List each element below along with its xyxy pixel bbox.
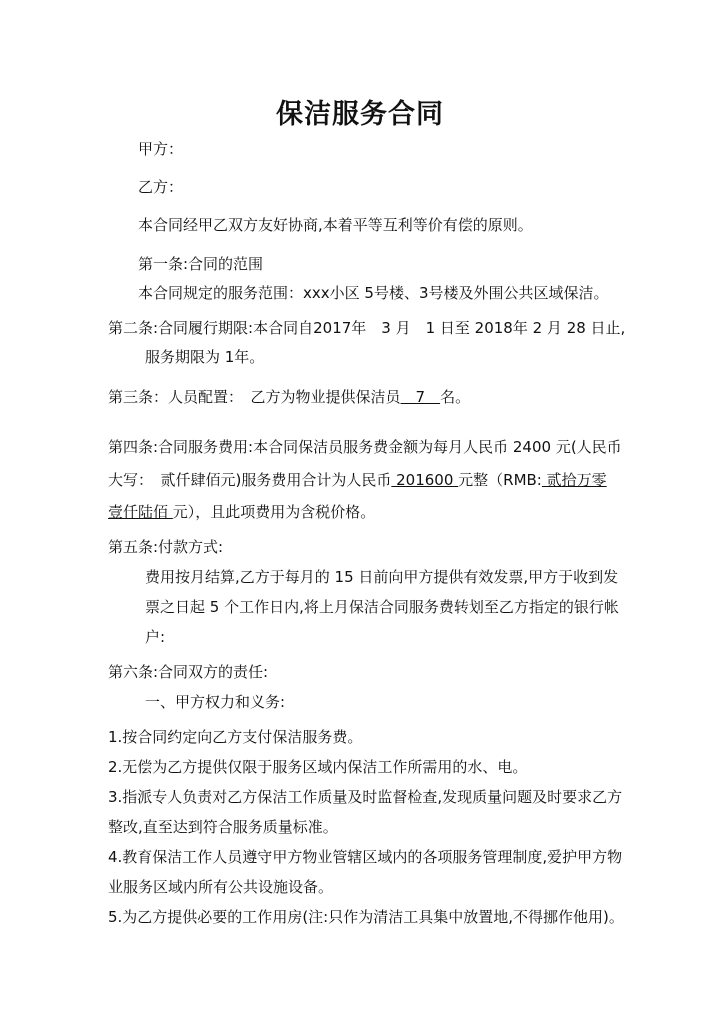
party-a-label: 甲方：: [138, 140, 184, 158]
list-item: 5.为乙方提供必要的工作用房(注:只作为清洁工具集中放置地,不得挪作他用)。: [108, 908, 624, 926]
list-item-continued: 业服务区域内所有公共设施设备。: [108, 878, 334, 896]
article-5-line-2: 票之日起 5 个工作日内,将上月保洁合同服务费转划至乙方指定的银行帐: [145, 598, 619, 616]
cleaner-count: 7: [400, 388, 441, 406]
article-5-line-3: 户:: [145, 628, 166, 646]
article-5-heading: 第五条:付款方式:: [108, 538, 224, 556]
total-fee-words-1: 贰拾万零: [541, 471, 607, 489]
article-3-suffix: 名。: [440, 388, 471, 406]
article-4-line-3: [108, 502, 375, 522]
article-4-mid: 元整（RMB:: [458, 471, 542, 489]
article-6-heading: 第六条:合同双方的责任:: [108, 663, 269, 681]
article-4-line-1: 第四条:合同服务费用:本合同保洁员服务费金额为每月人民币 2400 元(人民币: [108, 438, 622, 456]
list-item: 2.无偿为乙方提供仅限于服务区域内保洁工作所需用的水、电。: [108, 758, 528, 776]
list-item: 3.指派专人负责对乙方保洁工作质量及时监督检查,发现质量问题及时要求乙方: [108, 788, 623, 806]
party-b-label: 乙方：: [138, 178, 184, 196]
list-item-continued: 整改,直至达到符合服务质量标准。: [108, 818, 338, 836]
article-4-prefix: 大写： 贰仟肆佰元)服务费用合计为人民币: [108, 471, 392, 489]
article-2-line-1: 第二条:合同履行期限:本合同自2017年 3 月 1 日至 2018年 2 月 28 日止,: [108, 319, 626, 337]
article-4-line-2: [108, 470, 607, 490]
list-item: 1.按合同约定向乙方支付保洁服务费。: [108, 728, 363, 746]
article-2-line-2: 服务期限为 1年。: [145, 348, 265, 366]
document-title: 保洁服务合同: [276, 99, 444, 130]
article-1-body: 本合同规定的服务范围：xxx小区 5号楼、3号楼及外围公共区域保洁。: [138, 284, 609, 302]
total-fee-amount: 201600: [391, 471, 459, 489]
list-item: 4.教育保洁工作人员遵守甲方物业管辖区域内的各项服务管理制度,爱护甲方物: [108, 848, 623, 866]
article-6-subheading: 一、甲方权力和义务:: [145, 693, 286, 711]
total-fee-words-2: 壹仟陆佰: [108, 503, 173, 521]
article-3: [108, 387, 470, 407]
article-1-heading: 第一条:合同的范围: [138, 255, 264, 273]
article-4-suffix: 元），且此项费用为含税价格。: [172, 503, 376, 521]
preamble: 本合同经甲乙双方友好协商,本着平等互利等价有偿的原则。: [138, 216, 533, 234]
article-5-line-1: 费用按月结算,乙方于每月的 15 日前向甲方提供有效发票,甲方于收到发: [145, 568, 619, 586]
article-3-prefix: 第三条：人员配置： 乙方为物业提供保洁员: [108, 388, 401, 406]
